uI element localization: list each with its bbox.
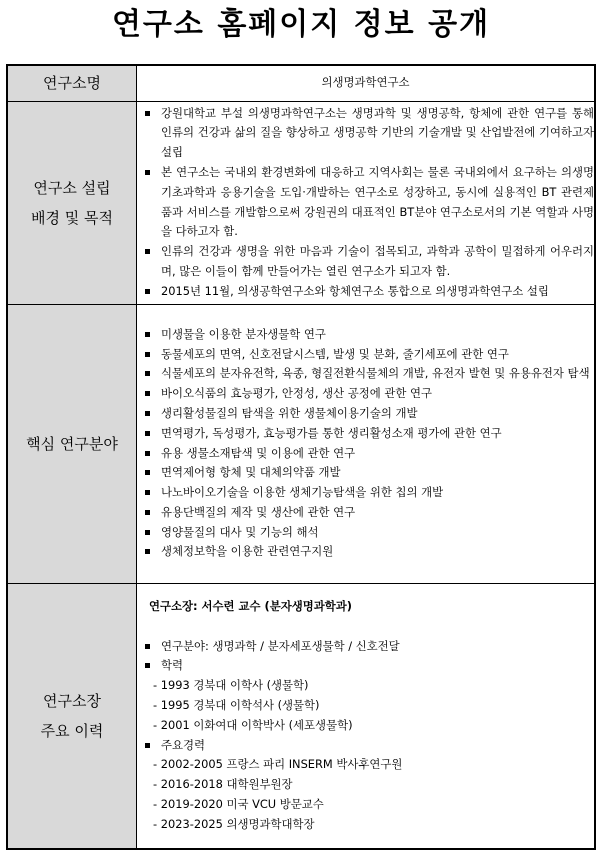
list-item: 바이오식품의 효능평가, 안정성, 생산 공정에 관한 연구	[137, 384, 594, 404]
background-list	[137, 104, 594, 302]
director-list	[137, 637, 594, 677]
research-field: 연구분야: 생명과학 / 분자세포생물학 / 신호전달	[137, 637, 594, 657]
director-label	[7, 583, 137, 849]
list-item: 인류의 건강과 생명을 위한 마음과 기술이 접목되고, 과학과 공학이 밀접하게 어우러지며, 많은 이들이 함께 만들어가는 열린 연구소가 되고자 함.	[137, 242, 594, 282]
director-content	[137, 583, 596, 849]
list-item: 영양물질의 대사 및 기능의 해석	[137, 523, 594, 543]
career-item: - 2002-2005 프랑스 파리 INSERM 박사후연구원	[153, 757, 403, 772]
education-item: - 1993 경북대 이학사 (생물학)	[153, 678, 309, 693]
list-item: 미생물을 이용한 분자생물학 연구	[137, 325, 594, 345]
spacer	[137, 617, 594, 637]
career-heading: 주요경력	[137, 736, 594, 756]
list-item: 유용단백질의 제작 및 생산에 관한 연구	[137, 503, 594, 523]
institute-name: 의생명과학연구소	[137, 65, 596, 101]
info-table	[6, 64, 596, 850]
research-list	[137, 325, 594, 563]
director-row	[7, 583, 595, 849]
director-label-line: 연구소장	[43, 691, 101, 710]
list-item: 유용 생물소재탐색 및 이용에 관한 연구	[137, 444, 594, 464]
list-item: 식물세포의 분자유전학, 육종, 형질전환식물체의 개발, 유전자 발현 및 유용유전자 탐색	[137, 364, 594, 384]
career-item: - 2019-2020 미국 VCU 방문교수	[153, 797, 324, 812]
education-item: - 1995 경북대 이학석사 (생물학)	[153, 698, 320, 713]
list-item: 본 연구소는 국내외 환경변화에 대응하고 지역사회는 물론 국내외에서 요구하는 의생명 기초과학과 응용기술을 도입·개발하는 연구소로 성장하고, 동시에 실용적인 BT 관련제품과 서비스를 개발함으로써 강원권의 대표적인 BT분야 연구소로서의 기본 역할과 사명을 다하고자 함.	[137, 163, 594, 242]
career-list	[137, 736, 594, 756]
list-item: 나노바이오기술을 이용한 생체기능탐색을 위한 칩의 개발	[137, 483, 594, 503]
background-content	[137, 101, 596, 304]
list-item: 생리활성물질의 탐색을 위한 생물체이용기술의 개발	[137, 404, 594, 424]
name-label: 연구소명	[7, 65, 137, 101]
career-item: - 2016-2018 대학원부원장	[153, 777, 293, 792]
research-label: 핵심 연구분야	[7, 304, 137, 583]
career-item: - 2023-2025 의생명과학대학장	[153, 816, 315, 831]
research-content	[137, 304, 596, 583]
list-item: 강원대학교 부설 의생명과학연구소는 생명과학 및 생명공학, 항체에 관한 연구를 통해 인류의 건강과 삶의 질을 향상하고 생명공학 기반의 기술개발 및 산업발전에 기여하고자 설립	[137, 104, 594, 163]
research-row	[7, 304, 595, 583]
page-title: 연구소 홈페이지 정보 공개	[111, 7, 491, 42]
list-item: 2015년 11월, 의생공학연구소와 항체연구소 통합으로 의생명과학연구소 설립	[137, 282, 594, 302]
list-item: 면역제어형 항체 및 대체의약품 개발	[137, 463, 594, 483]
education-item: - 2001 이화여대 이학박사 (세포생물학)	[153, 717, 353, 732]
director-label-line: 주요 이력	[40, 721, 104, 740]
list-item: 면역평가, 독성평가, 효능평가를 통한 생리활성소재 평가에 관한 연구	[137, 424, 594, 444]
list-item: 동물세포의 면역, 신호전달시스템, 발생 및 분화, 줄기세포에 관한 연구	[137, 345, 594, 365]
background-label-line: 배경 및 목적	[31, 208, 113, 227]
list-item: 생체정보학을 이용한 관련연구지원	[137, 542, 594, 562]
director-name: 연구소장: 서수련 교수 (분자생명과학과)	[149, 598, 352, 613]
background-label	[7, 101, 137, 304]
background-row	[7, 101, 595, 304]
education-heading: 학력	[137, 656, 594, 676]
background-label-line: 연구소 설립	[33, 178, 111, 197]
name-row	[7, 65, 595, 101]
